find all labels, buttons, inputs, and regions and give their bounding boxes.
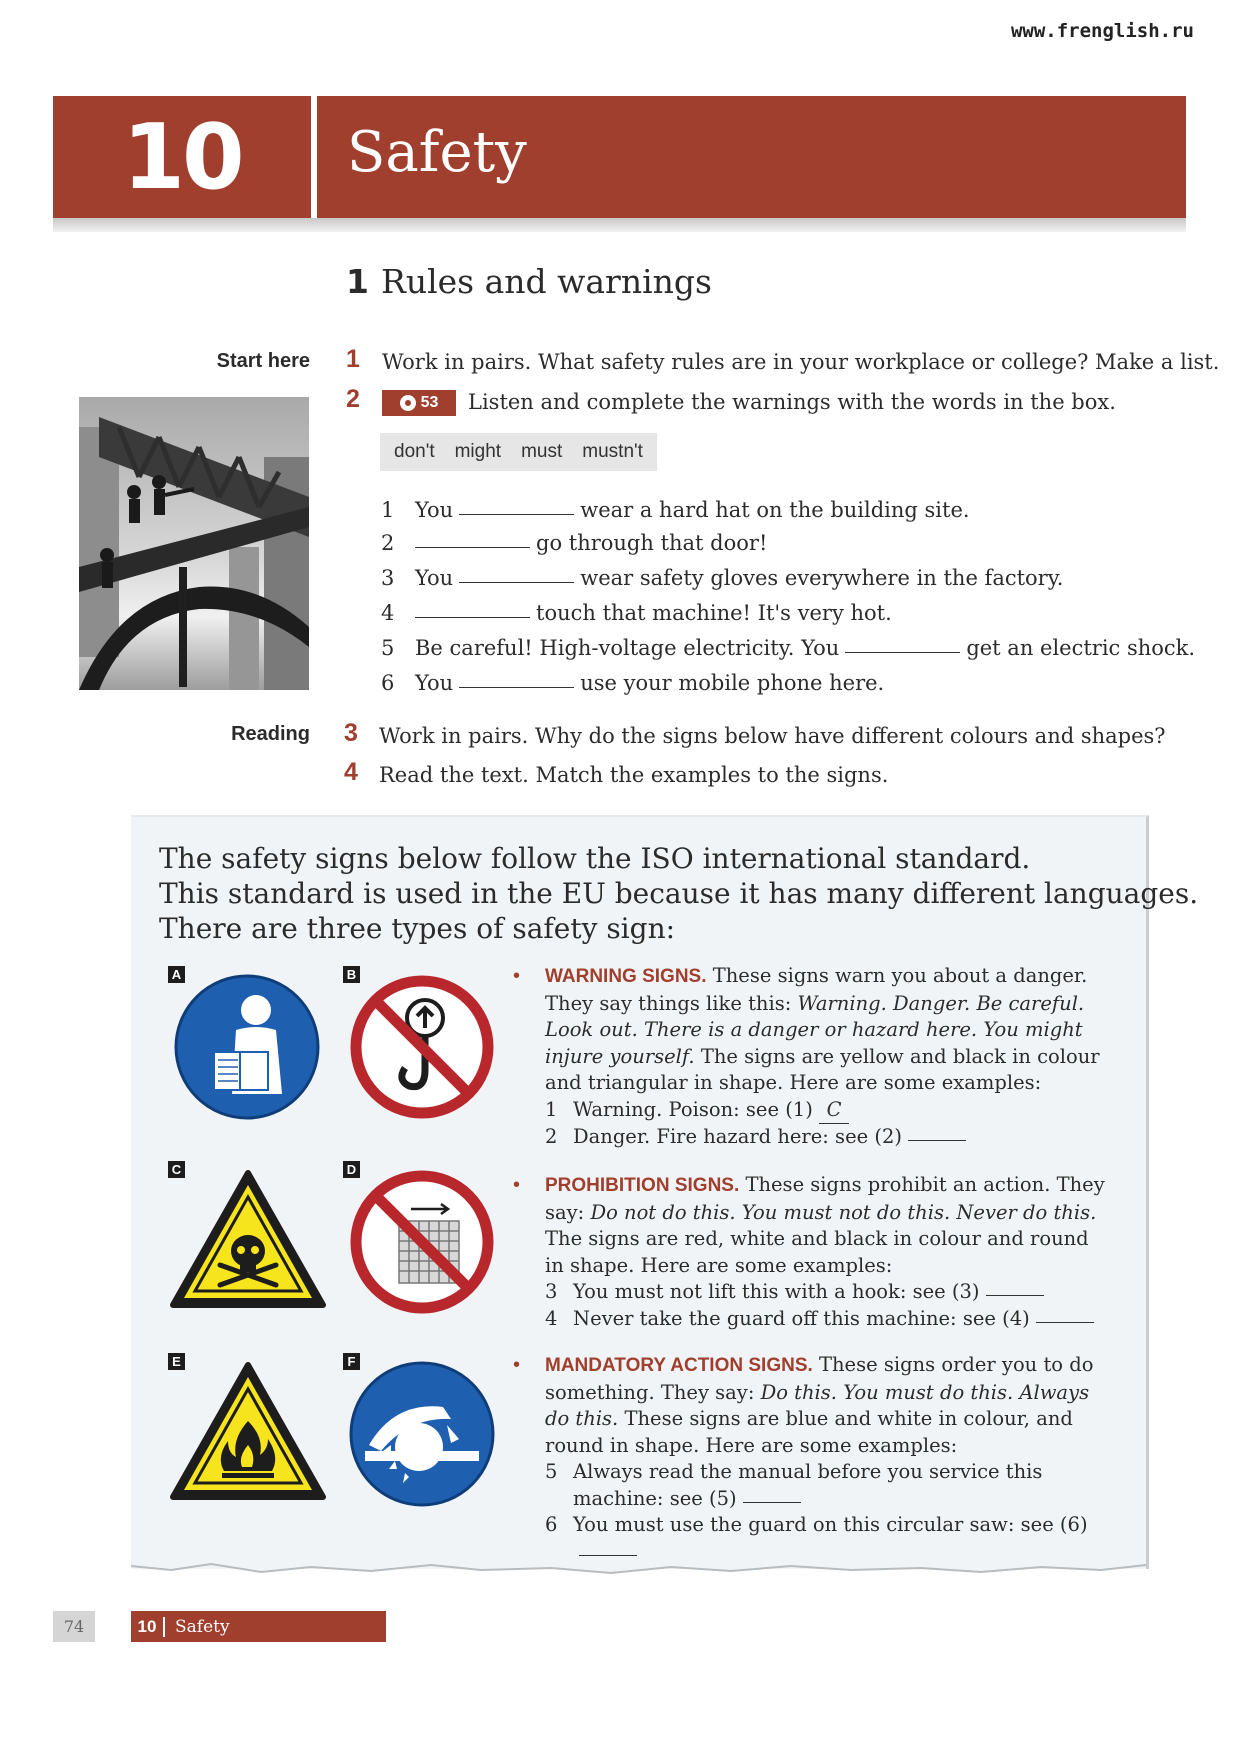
answer-blank[interactable] (579, 1555, 637, 1556)
intro-line-3: There are three types of safety sign: (159, 912, 676, 945)
example-text: Warning. Poison: see (1) (573, 1097, 813, 1121)
word-must: must (521, 441, 563, 462)
exercise-4-number: 4 (344, 758, 358, 786)
reading-intro (159, 841, 1198, 946)
sign-letter-c: C (168, 1161, 185, 1178)
intro-line-1: The safety signs below follow the ISO international standard. (159, 842, 1031, 875)
sentence-text-after: go through that door! (536, 531, 768, 555)
sentence-text-before: You (415, 671, 454, 695)
example-6 (545, 1512, 1105, 1565)
answer-blank[interactable] (459, 514, 574, 515)
use-guard-icon (347, 1359, 497, 1509)
construction-photo (79, 397, 309, 690)
sign-letter-d: D (343, 1161, 360, 1178)
label-start-here: Start here (216, 350, 310, 372)
prohibition-quote: Do not do this. You must not do this. Never do this. (590, 1200, 1097, 1224)
sentence-number: 4 (381, 601, 395, 625)
mandatory-heading: MANDATORY ACTION SIGNS. (545, 1355, 813, 1376)
answer-blank[interactable] (415, 617, 530, 618)
warning-quote: Warning. Danger. Be careful. Look out. There is a danger or hazard here. You might injure yourself. (545, 991, 1085, 1068)
example-text: Always read the manual before you service this machine: see (5) (573, 1460, 1043, 1510)
banner-shadow (53, 218, 1186, 232)
example-number: 4 (545, 1306, 558, 1330)
word-mustnt: mustn't (582, 441, 643, 462)
exercise-4-instruction: Read the text. Match the examples to the signs. (379, 763, 889, 787)
sign-letter-f: F (343, 1353, 360, 1370)
sign-letter-a: A (168, 966, 185, 983)
sentence-text-before: Be careful! High-voltage electricity. You (415, 636, 840, 660)
example-text: You must not lift this with a hook: see (3) (573, 1280, 980, 1303)
mandatory-description: These signs are blue and white in colour, and round in shape. Here are some examples: (545, 1407, 1073, 1457)
sentence-number: 2 (381, 531, 395, 555)
exercise-3-number: 3 (344, 719, 358, 747)
no-lifting-hook-icon (347, 972, 497, 1122)
answer-blank[interactable] (459, 687, 574, 688)
exercise-1-instruction: Work in pairs. What safety rules are in your workplace or college? Make a list. (382, 350, 1220, 374)
sentence-text-after: get an electric shock. (966, 636, 1196, 660)
prohibition-description: The signs are red, white and black in colour and round in shape. Here are some examples: (545, 1227, 1089, 1277)
cd-icon (400, 395, 416, 411)
word-might: might (454, 441, 502, 462)
sentence-text-before: You (415, 566, 454, 590)
site-url[interactable]: www.frenglish.ru (1010, 20, 1194, 42)
exercise-2-number: 2 (346, 385, 360, 413)
section-title: Rules and warnings (380, 262, 712, 301)
sentence-text-before: You (415, 498, 454, 522)
example-number: 1 (545, 1097, 558, 1121)
bullet-dot: • (513, 1354, 521, 1376)
unit-number: 10 (122, 104, 242, 210)
exercise-1-number: 1 (346, 345, 360, 373)
sentence-number: 3 (381, 566, 395, 590)
footer-unit-title: Safety (175, 1616, 230, 1637)
audio-track-number: 53 (420, 394, 439, 411)
word-box (380, 433, 657, 471)
sentence-number: 5 (381, 636, 395, 660)
warning-intro: These signs warn you about a danger. They say things like this: (545, 964, 1088, 1015)
word-dont: don't (394, 441, 435, 462)
unit-title: Safety (347, 120, 527, 185)
answer-blank[interactable] (415, 547, 530, 548)
example-text: You must use the guard on this circular saw: see (6) (573, 1513, 1088, 1536)
mandatory-intro: These signs order you to do something. They say: (545, 1353, 1094, 1404)
example-text: Never take the guard off this machine: see (4) (573, 1306, 1030, 1330)
sentence-text-after: use your mobile phone here. (580, 671, 885, 695)
answer-blank[interactable] (908, 1140, 966, 1141)
exercise-3-instruction: Work in pairs. Why do the signs below have different colours and shapes? (379, 724, 1166, 748)
answer-blank[interactable] (459, 582, 574, 583)
sentence-text-after: wear safety gloves everywhere in the factory. (580, 566, 1064, 590)
prohibition-intro: These signs prohibit an action. They say: (545, 1173, 1105, 1224)
sentence-text-after: touch that machine! It's very hot. (536, 601, 892, 625)
example-5 (545, 1459, 1105, 1512)
example-1 (545, 1097, 1105, 1125)
poison-warning-icon (168, 1167, 328, 1312)
sentence-text-after: wear a hard hat on the building site. (580, 498, 970, 522)
footer-unit-number: 10 (131, 1617, 165, 1637)
section-heading (346, 262, 712, 301)
answer-blank[interactable] (1036, 1322, 1094, 1323)
fire-hazard-icon (168, 1359, 328, 1504)
example-number: 6 (545, 1513, 558, 1536)
example-2 (545, 1124, 1105, 1151)
answer-blank[interactable] (986, 1295, 1044, 1296)
unit-banner (53, 96, 1186, 218)
section-number: 1 (346, 262, 369, 301)
sentence-number: 1 (381, 498, 395, 522)
intro-line-2: This standard is used in the EU because it has many different languages. (159, 877, 1199, 910)
mandatory-quote: Do this. You must do this. Always do this. (545, 1380, 1090, 1430)
page-number: 74 (53, 1611, 95, 1642)
sign-letter-b: B (343, 966, 360, 983)
bullet-dot: • (513, 965, 521, 987)
sign-letter-e: E (168, 1353, 185, 1370)
steel-workers-illustration (79, 397, 309, 690)
example-3 (545, 1279, 1105, 1306)
example-number: 3 (545, 1280, 558, 1303)
no-removing-guard-icon (347, 1167, 497, 1317)
answer-blank-filled[interactable]: C (819, 1097, 849, 1125)
prohibition-heading: PROHIBITION SIGNS. (545, 1175, 740, 1196)
answer-blank[interactable] (743, 1502, 801, 1503)
banner-divider (311, 96, 317, 218)
example-text: Danger. Fire hazard here: see (2) (573, 1125, 902, 1148)
example-number: 5 (545, 1460, 558, 1483)
example-number: 2 (545, 1125, 558, 1148)
exercise-2-instruction: Listen and complete the warnings with the words in the box. (468, 390, 1116, 414)
bullet-dot: • (513, 1174, 521, 1196)
label-reading: Reading (231, 723, 310, 745)
warning-heading: WARNING SIGNS. (545, 966, 707, 987)
audio-track-badge[interactable] (382, 390, 456, 416)
sentence-number: 6 (381, 671, 395, 695)
example-4 (545, 1306, 1105, 1333)
footer-unit-tab (131, 1611, 386, 1642)
answer-blank[interactable] (845, 652, 960, 653)
read-manual-icon (172, 972, 322, 1122)
warning-description: The signs are yellow and black in colour and triangular in shape. Here are some examples: (545, 1044, 1100, 1094)
